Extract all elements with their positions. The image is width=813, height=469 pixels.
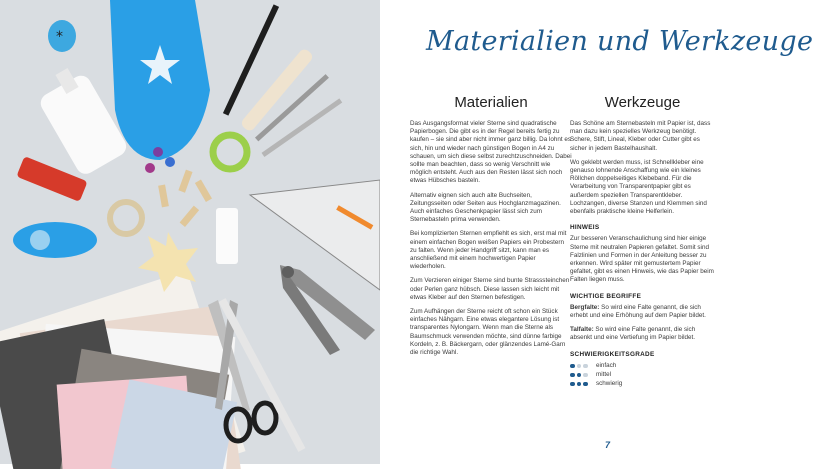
tools-paragraph: Wo geklebt werden muss, ist Schnellkleber eine genauso lohnende Anschaffung wie ein kleines Röllchen doppelseitiges Klebeband. Für die Verarbeitung von Transparentpapier gibt es außerdem speziellen Transparentkleber. Lochzangen, diverse Stanzen und Klemmen sind ebenfalls praktische kleine Helferlein. <box>570 158 707 216</box>
small-punch <box>48 20 76 52</box>
difficulty-dots <box>570 382 592 387</box>
thread-spool <box>216 208 238 264</box>
materials-paragraph: Das Ausgangsformat vieler Sterne sind quadratische Papierbogen. Die gibt es in der Regel bereits fertig zu kaufen – sie sind aber nicht immer ganz billig. Da lohnt es sich, hin und wieder nach günstigen Bogen in A4 zu schauen, um sich diese selbst zurechtzuschneiden. Dabei sollte man beachten, dass so wenig Verschnitt wie möglich entsteht. Auch aus den Resten lässt sich noch etwas Hübsches basteln. <box>410 120 572 185</box>
difficulty-level <box>570 362 715 370</box>
tools-heading: Werkzeuge <box>604 94 681 111</box>
difficulty-heading: SCHWIERIGKEITSGRADE <box>570 350 655 358</box>
hinweis-heading: HINWEIS <box>570 224 600 232</box>
difficulty-dot <box>570 364 575 369</box>
materials-photo <box>0 0 380 464</box>
difficulty-label: mittel <box>596 370 612 378</box>
term-label: Bergfalte: <box>570 303 600 311</box>
tape-roller <box>13 222 97 258</box>
difficulty-dot <box>577 373 582 378</box>
difficulty-dots <box>570 364 592 369</box>
difficulty-dot <box>577 382 582 387</box>
rhinestone <box>145 163 155 173</box>
materials-paragraph: Zum Verzieren einiger Sterne sind bunte Strasssteinchen oder Perlen ganz hübsch. Diese lassen sich leicht mit etwas Kleber auf den Sternen befestigen. <box>410 277 570 301</box>
term-item <box>570 304 715 320</box>
rhinestone <box>165 157 175 167</box>
term-item <box>570 326 715 342</box>
materials-paragraph: Alternativ eignen sich auch alte Buchseiten, Zeitungsseiten oder Seiten aus Hochglanzmagazinen. Auch einfaches Geschenkpapier lässt sich zum Sternebasteln prima verwenden. <box>410 191 561 224</box>
difficulty-level <box>570 371 715 379</box>
tools-paragraph: Das Schöne am Sternebasteln mit Papier ist, dass man dazu kein spezielles Werkzeug benötigt. Schere, Stift, Lineal, Kleber oder Cutter gibt es sicher in jedem Bastelhaushalt. <box>570 120 711 152</box>
terms-heading: WICHTIGE BEGRIFFE <box>570 292 642 300</box>
term-definition: So wird eine Falte genannt, die sich absenkt und eine Vertiefung im Papier bildet. <box>570 326 696 342</box>
difficulty-dot <box>583 382 588 387</box>
materials-paragraph: Zum Aufhängen der Sterne reicht oft schon ein Stück einfaches Nähgarn. Eine etwas elegantere Lösung ist transparentes Nylongarn. Wenn man die Sterne als Baumschmuck verwenden möchte, sind dünne farbige Kordeln, z. B. Bäckergarn, oder glänzendes Lamé-Garn die richtige Wahl. <box>410 308 566 357</box>
difficulty-dot <box>583 373 588 378</box>
hinweis-text: Zur besseren Veranschaulichung sind hier einige Sterne mit neutralen Papieren gefaltet. Somit sind Falzlinien und Formen in der Anleitung besser zu erkennen. Wird später mit gemustertem Papier gefaltet, gibt es einen Hinweis, wie das Papier beim Falten liegen muss. <box>570 235 714 284</box>
difficulty-dot <box>577 364 582 369</box>
page-title: Materialien und Werkzeuge <box>426 26 813 57</box>
materials-heading: Materialien <box>454 94 528 111</box>
materials-paragraph: Bei komplizierten Sternen empfiehlt es sich, erst mal mit einem einfachen Bogen weißen Papiers ein Probestern zu falten. Wenn jeder Handgriff sitzt, kann man es anschließend mit einem hochwertigen Papier wiederholen. <box>410 230 567 271</box>
page-number: 7 <box>605 440 611 450</box>
difficulty-dot <box>583 364 588 369</box>
difficulty-dots <box>570 373 592 378</box>
term-label: Talfalte: <box>570 326 594 334</box>
difficulty-label: einfach <box>596 361 617 369</box>
materials-column <box>410 94 572 363</box>
materials-illustration <box>0 0 380 464</box>
tools-column <box>570 94 715 389</box>
difficulty-label: schwierig <box>596 379 623 387</box>
svg-text:*: * <box>56 29 63 45</box>
text-page <box>380 0 813 464</box>
difficulty-level <box>570 380 715 388</box>
difficulty-dot <box>570 373 575 378</box>
rhinestone <box>153 147 163 157</box>
difficulty-dot <box>570 382 575 387</box>
term-definition: So wird eine Falte genannt, die sich erhebt und eine Erhöhung auf dem Papier bildet. <box>570 303 706 320</box>
